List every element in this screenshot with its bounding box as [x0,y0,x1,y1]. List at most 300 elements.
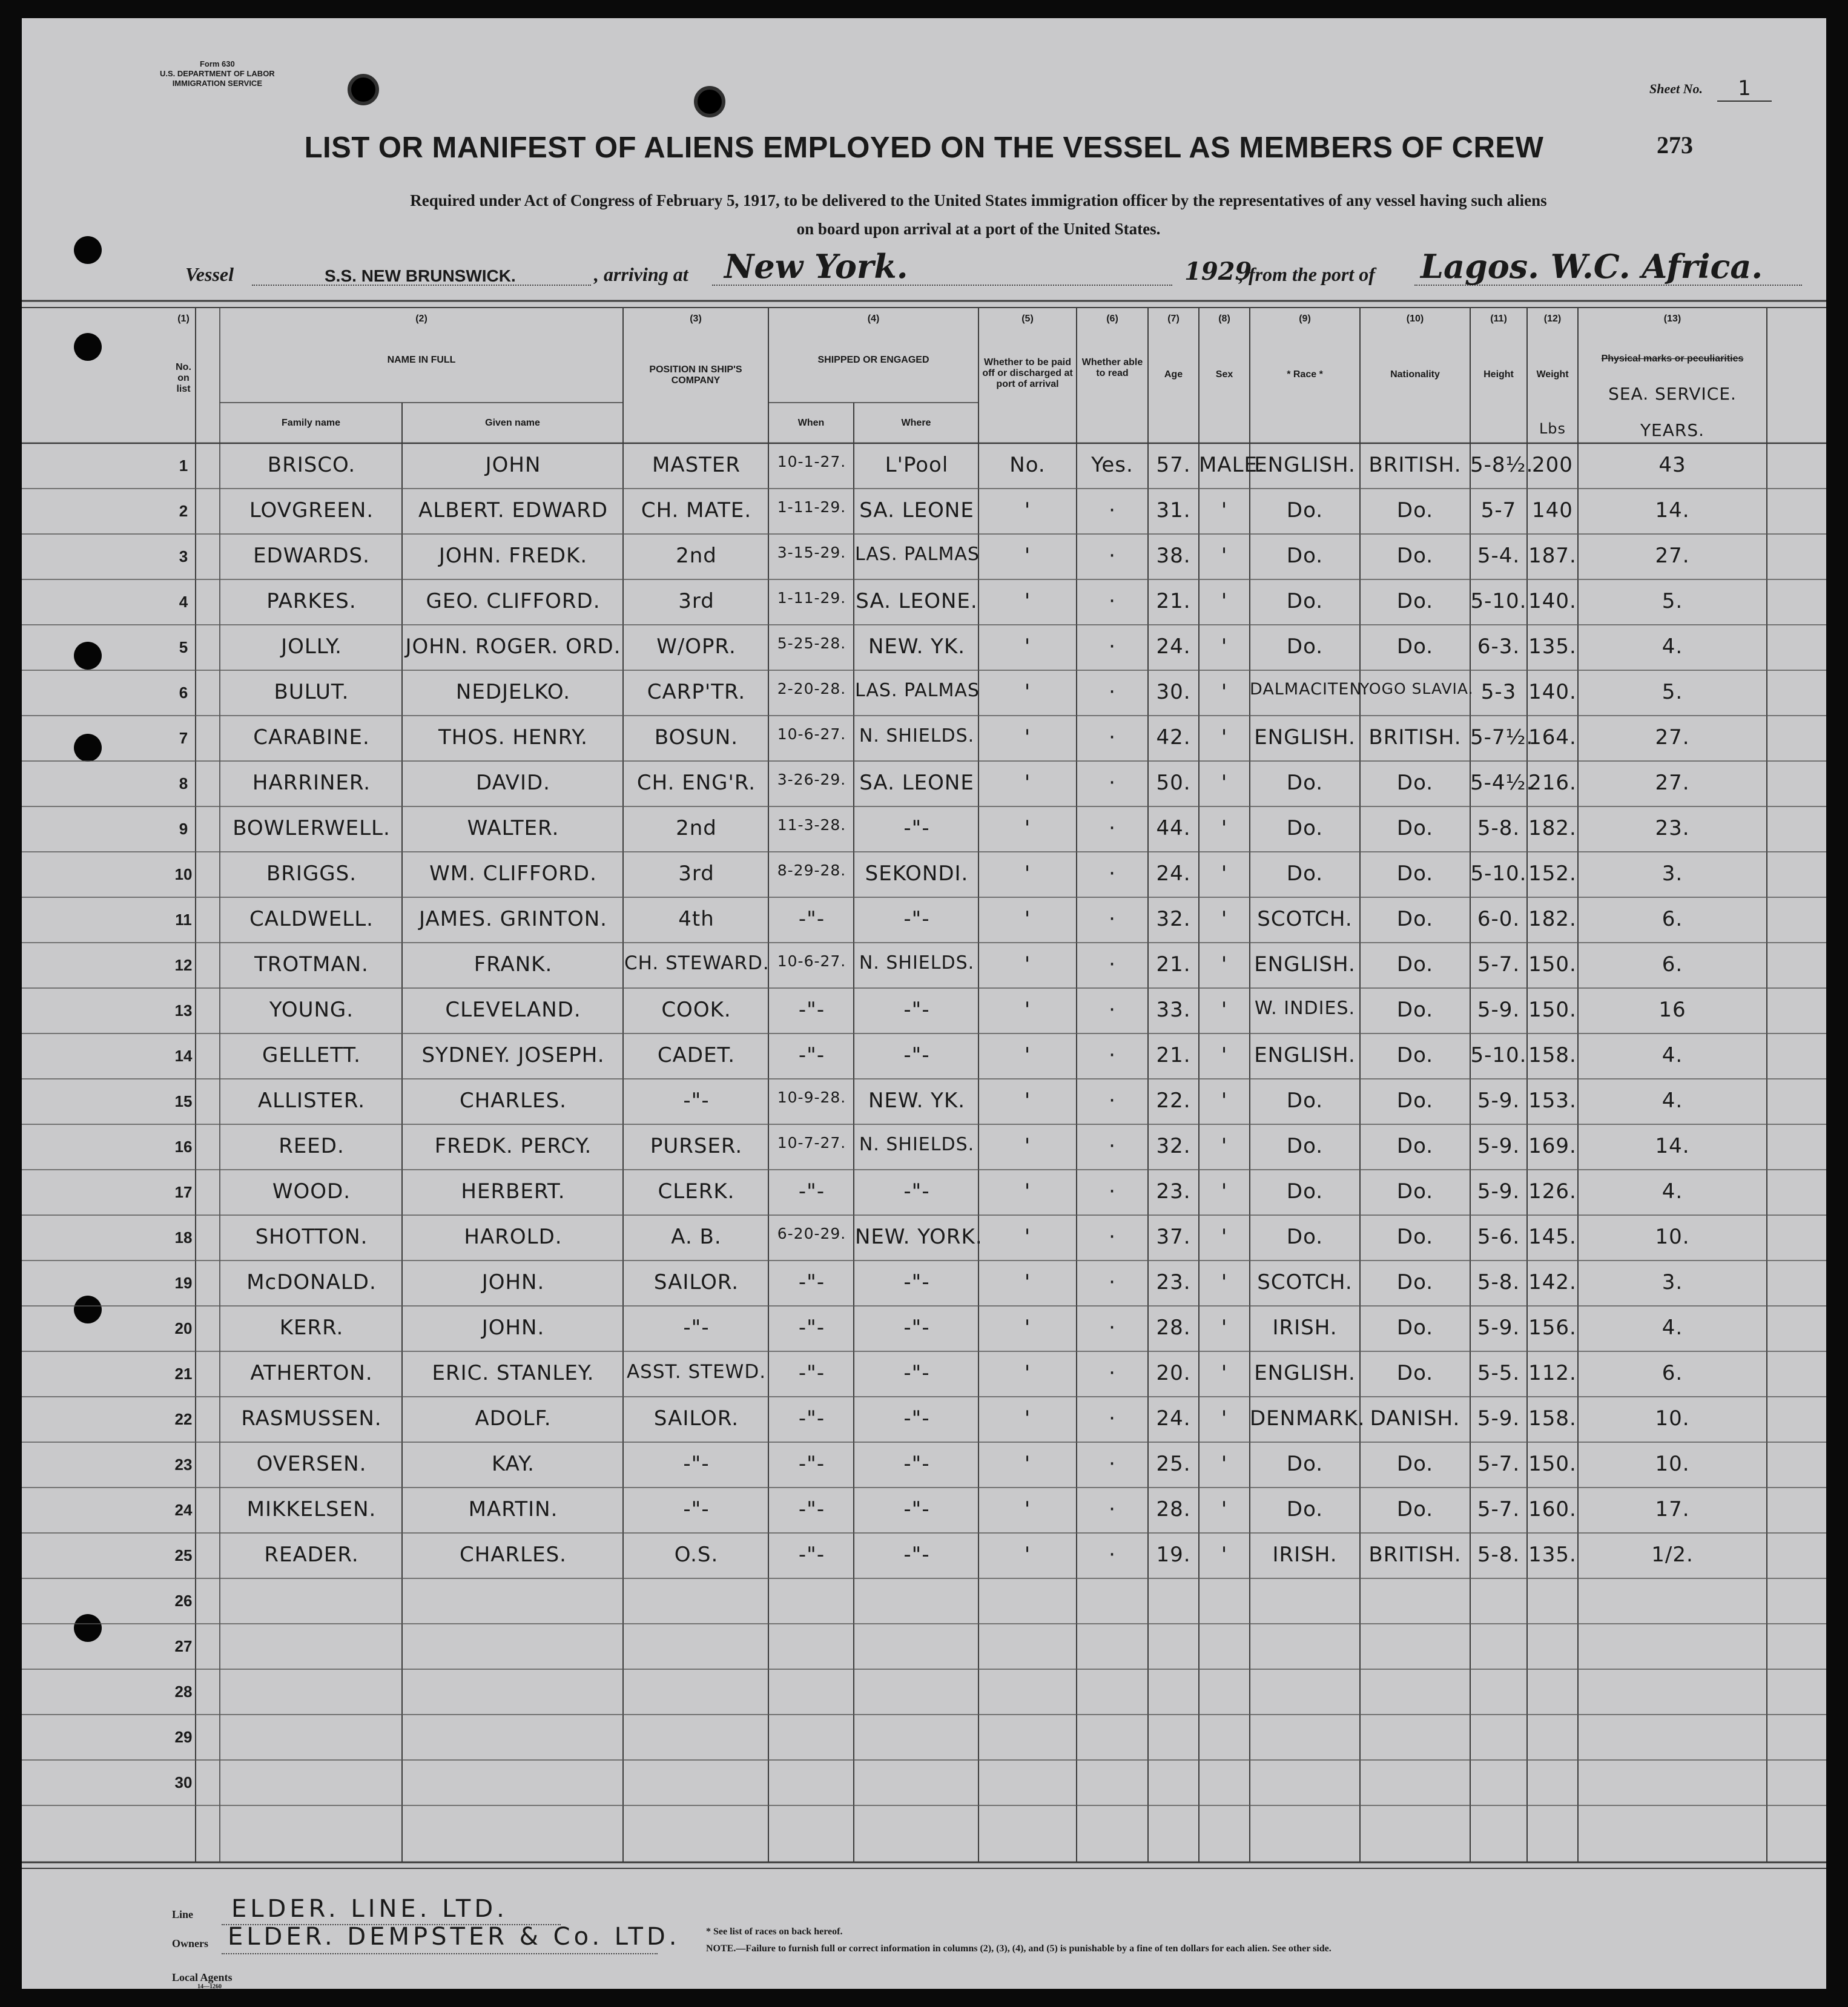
row-number: 6 [179,684,188,702]
from-port-label: , from the port of [1239,263,1375,285]
race: IRISH. [1272,1316,1338,1340]
col-5-number: (5) [1021,314,1034,324]
sea-service-years: 23. [1655,816,1690,840]
col-11-number: (11) [1490,314,1507,324]
race: Do. [1286,1452,1324,1476]
height: 6-3. [1477,634,1520,659]
position: -"- [683,1089,710,1113]
given-name: JOHN [485,453,541,477]
weight: 169. [1528,1134,1577,1158]
weight: 153. [1528,1089,1577,1113]
paid-off: ' [1024,634,1031,659]
sea-service-years: 27. [1655,544,1690,568]
col-8-header: Sex [1215,369,1233,380]
position: -"- [683,1452,710,1476]
weight: 140. [1528,680,1577,704]
sea-service-years: 5. [1662,680,1683,704]
race: Do. [1286,862,1324,886]
given-name: KAY. [491,1452,535,1476]
weight: 150. [1528,1452,1577,1476]
age: 19. [1156,1543,1191,1567]
height: 5-10. [1470,1043,1527,1067]
shipped-where: -"- [903,1497,930,1521]
col-13-handwritten-header: SEA. SERVICE. [1608,384,1737,404]
row-number: 14 [174,1047,193,1065]
able-to-read: · [1109,1089,1116,1113]
col-13-printed-header: Physical marks or peculiarities [1601,354,1744,364]
given-name: ADOLF. [475,1406,552,1431]
row-number: 25 [174,1546,193,1564]
race: Do. [1286,1179,1324,1204]
race: ENGLISH. [1254,1361,1356,1385]
nationality: BRITISH. [1368,1543,1462,1567]
position: SAILOR. [653,1406,739,1431]
col-6-header: Whether able to read [1081,357,1143,378]
age: 21. [1156,589,1191,613]
given-name: SYDNEY. JOSEPH. [421,1043,605,1067]
position: CADET. [657,1043,736,1067]
shipped-where: -"- [903,998,930,1022]
col-9-header: * Race * [1287,369,1323,380]
paid-off: ' [1024,1452,1031,1476]
row-number: 29 [174,1728,193,1746]
race: Do. [1286,1497,1324,1521]
sea-service-years: 27. [1655,725,1690,750]
age: 25. [1156,1452,1191,1476]
col-12-header: Weight [1536,369,1569,380]
sex: ' [1221,1497,1228,1521]
height: 5-7 [1480,498,1517,522]
family-name: KERR. [279,1316,344,1340]
col-3-header: POSITION IN SHIP'S COMPANY [649,364,742,386]
row-number: 1 [179,456,188,475]
family-name: McDONALD. [246,1270,377,1294]
weight: 150. [1528,952,1577,977]
shipped-when: 5-25-28. [777,634,846,652]
paid-off: ' [1024,1179,1031,1204]
race: Do. [1286,544,1324,568]
height: 5-9. [1477,1406,1520,1431]
col-5-header: Whether to be paid off or discharged at port of arrival [982,357,1073,389]
shipped-where: L'Pool [885,453,949,477]
paid-off: ' [1024,862,1031,886]
nationality: Do. [1396,907,1434,931]
row-number: 3 [179,547,188,565]
page-title: LIST OR MANIFEST OF ALIENS EMPLOYED ON THE VESSEL AS MEMBERS OF CREW [304,131,1544,164]
given-name: JOHN. ROGER. ORD. [405,634,621,659]
nationality: Do. [1396,998,1434,1022]
age: 21. [1156,952,1191,977]
sea-service-years: 1/2. [1651,1543,1694,1567]
able-to-read: · [1109,998,1116,1022]
height: 5-9. [1477,1316,1520,1340]
family-name: JOLLY. [281,634,342,659]
weight: 216. [1528,771,1577,795]
given-name: WM. CLIFFORD. [429,862,597,886]
row-number: 20 [174,1319,193,1337]
row-number: 16 [174,1138,193,1156]
position: CH. ENG'R. [636,771,756,795]
shipped-when: 11-3-28. [777,816,846,834]
sea-service-years: 10. [1655,1406,1690,1431]
paid-off: No. [1009,453,1046,477]
race: Do. [1286,1134,1324,1158]
nationality: Do. [1396,1270,1434,1294]
row-number: 18 [174,1228,193,1247]
given-name: ERIC. STANLEY. [432,1361,595,1385]
height: 5-10. [1470,862,1527,886]
col-7-header: Age [1164,369,1183,380]
position: CLERK. [658,1179,735,1204]
height: 5-7. [1477,1452,1520,1476]
weight: 160. [1528,1497,1577,1521]
family-name: TROTMAN. [254,952,369,977]
sex: ' [1221,544,1228,568]
sea-service-years: 27. [1655,771,1690,795]
shipped-when: -"- [798,1179,825,1204]
age: 30. [1156,680,1191,704]
col-2a-header: Family name [282,418,340,428]
arrival-year: 1929 [1184,257,1252,286]
given-name: CHARLES. [459,1089,567,1113]
sea-service-years: 4. [1662,634,1683,659]
race: ENGLISH. [1254,725,1356,750]
shipped-where: -"- [903,816,930,840]
owners-value: ELDER. DEMPSTER & Co. LTD. [228,1923,681,1951]
age: 42. [1156,725,1191,750]
row-number: 7 [179,729,188,747]
position: 2nd [676,544,717,568]
height: 5-9. [1477,1134,1520,1158]
subtitle-line-1: Required under Act of Congress of February 5, 1917, to be delivered to the United States immigration officer by the representatives of any vessel having such aliens [410,191,1547,209]
col-10-header: Nationality [1390,369,1440,380]
sex: ' [1221,1179,1228,1204]
given-name: WALTER. [467,816,559,840]
line-label: Line [172,1908,194,1920]
position: 2nd [676,816,717,840]
owners-label: Owners [172,1937,208,1949]
sea-service-years: 4. [1662,1316,1683,1340]
shipped-where: -"- [903,1043,930,1067]
able-to-read: · [1109,816,1116,840]
paid-off: ' [1024,907,1031,931]
shipped-when: -"- [798,1406,825,1431]
weight: 187. [1528,544,1577,568]
shipped-when: 6-20-29. [777,1225,846,1242]
age: 28. [1156,1316,1191,1340]
shipped-where: -"- [903,1361,930,1385]
family-name: SHOTTON. [255,1225,368,1249]
sea-service-years: 4. [1662,1089,1683,1113]
able-to-read: · [1109,1452,1116,1476]
race: ENGLISH. [1254,952,1356,977]
weight: 182. [1528,907,1577,931]
position: O.S. [674,1543,719,1567]
weight: 140. [1528,589,1577,613]
age: 28. [1156,1497,1191,1521]
position: CH. STEWARD. [624,952,770,974]
race: Do. [1286,1089,1324,1113]
given-name: JOHN. [481,1316,545,1340]
family-name: OVERSEN. [256,1452,367,1476]
race: Do. [1286,634,1324,659]
position: 3rd [678,862,714,886]
race: SCOTCH. [1257,907,1353,931]
sea-service-years: 4. [1662,1043,1683,1067]
age: 24. [1156,862,1191,886]
family-name: WOOD. [272,1179,351,1204]
given-name: NEDJELKO. [455,680,571,704]
family-name: ATHERTON. [250,1361,373,1385]
position: -"- [683,1497,710,1521]
sea-service-years: 17. [1655,1497,1690,1521]
height: 5-10. [1470,589,1527,613]
race: ENGLISH. [1254,453,1356,477]
paid-off: ' [1024,725,1031,750]
nationality: BRITISH. [1368,725,1462,750]
row-number: 17 [174,1183,193,1201]
sex: ' [1221,862,1228,886]
age: 33. [1156,998,1191,1022]
col-8-number: (8) [1218,314,1230,324]
shipped-where: -"- [903,907,930,931]
race: Do. [1286,816,1324,840]
height: 5-8. [1477,1543,1520,1567]
height: 6-0. [1477,907,1520,931]
given-name: FREDK. PERCY. [434,1134,592,1158]
sex: ' [1221,952,1228,977]
row-number: 15 [174,1092,193,1110]
weight: 158. [1528,1043,1577,1067]
col-2-number: (2) [415,314,427,324]
form-number: Form 630 [199,59,235,68]
able-to-read: · [1109,952,1116,977]
able-to-read: · [1109,771,1116,795]
weight: 152. [1528,862,1577,886]
penalty-note: NOTE.—Failure to furnish full or correct information in columns (2), (3), (4), and (5) is punishable by a fine of ten dollars for each alien. See other side. [706,1943,1332,1954]
height: 5-7½. [1470,725,1534,750]
nationality: Do. [1396,952,1434,977]
weight: 145. [1528,1225,1577,1249]
row-number: 23 [174,1455,193,1474]
row-number: 28 [174,1682,193,1701]
col-2-header: NAME IN FULL [387,355,456,365]
sea-service-years: 6. [1662,952,1683,977]
paid-off: ' [1024,1043,1031,1067]
race: Do. [1286,589,1324,613]
shipped-when: -"- [798,1361,825,1385]
subtitle-line-2: on board upon arrival at a port of the United States. [796,220,1161,238]
shipped-when: 2-20-28. [777,680,846,697]
row-number: 27 [174,1637,193,1655]
weight: 126. [1528,1179,1577,1204]
shipped-where: LAS. PALMAS [855,544,980,565]
weight: 135. [1528,1543,1577,1567]
able-to-read: · [1109,1543,1116,1567]
position: 4th [678,907,714,931]
paid-off: ' [1024,952,1031,977]
shipped-where: NEW. YORK. [855,1225,983,1249]
able-to-read: Yes. [1091,453,1134,477]
able-to-read: · [1109,1134,1116,1158]
height: 5-8. [1477,816,1520,840]
shipped-when: -"- [798,1497,825,1521]
weight: 164. [1528,725,1577,750]
col-7-number: (7) [1167,314,1180,324]
paid-off: ' [1024,1361,1031,1385]
sex: MALE. [1199,453,1265,477]
family-name: LOVGREEN. [249,498,374,522]
col-4a-header: When [797,418,825,428]
nationality: Do. [1396,862,1434,886]
weight: 156. [1528,1316,1577,1340]
able-to-read: · [1109,634,1116,659]
sea-service-years: 14. [1655,1134,1690,1158]
paid-off: ' [1024,1543,1031,1567]
weight: 200 [1532,453,1573,477]
family-name: MIKKELSEN. [246,1497,377,1521]
shipped-when: -"- [798,1543,825,1567]
sea-service-years: 43 [1658,453,1686,477]
race: IRISH. [1272,1543,1338,1567]
shipped-when: 10-1-27. [777,453,846,470]
able-to-read: · [1109,1361,1116,1385]
age: 32. [1156,1134,1191,1158]
position: A. B. [671,1225,722,1249]
sheet-number-value: 1 [1717,76,1772,102]
row-number: 24 [174,1501,193,1519]
paid-off: ' [1024,1225,1031,1249]
nationality: Do. [1396,816,1434,840]
height: 5-9. [1477,1089,1520,1113]
nationality: Do. [1396,1316,1434,1340]
able-to-read: · [1109,862,1116,886]
given-name: CHARLES. [459,1543,567,1567]
row-number: 8 [179,774,188,793]
able-to-read: · [1109,1406,1116,1431]
row-number: 30 [174,1773,193,1791]
height: 5-6. [1477,1225,1520,1249]
age: 44. [1156,816,1191,840]
race: ENGLISH. [1254,1043,1356,1067]
position: CH. MATE. [641,498,752,522]
shipped-where: LAS. PALMAS [855,680,980,701]
able-to-read: · [1109,1225,1116,1249]
races-footnote: * See list of races on back hereof. [706,1926,843,1937]
sea-service-years: 10. [1655,1225,1690,1249]
col-3-number: (3) [690,314,702,324]
paid-off: ' [1024,1316,1031,1340]
nationality: Do. [1396,771,1434,795]
paid-off: ' [1024,816,1031,840]
paid-off: ' [1024,589,1031,613]
local-agents-label: Local Agents [172,1971,233,1983]
able-to-read: · [1109,1316,1116,1340]
shipped-where: -"- [903,1270,930,1294]
given-name: JAMES. GRINTON. [419,907,607,931]
height: 5-8. [1477,1270,1520,1294]
shipped-where: N. SHIELDS. [859,952,975,974]
given-name: GEO. CLIFFORD. [426,589,601,613]
shipped-where: NEW. YK. [868,1089,966,1113]
paid-off: ' [1024,1270,1031,1294]
weight: 112. [1528,1361,1577,1385]
sea-service-years: 10. [1655,1452,1690,1476]
age: 20. [1156,1361,1191,1385]
sea-service-years: 14. [1655,498,1690,522]
paid-off: ' [1024,771,1031,795]
sex: ' [1221,1270,1228,1294]
nationality: Do. [1396,498,1434,522]
paid-off: ' [1024,1497,1031,1521]
col-11-header: Height [1483,369,1514,380]
shipped-when: 3-15-29. [777,544,846,561]
race: Do. [1286,498,1324,522]
sex: ' [1221,1543,1228,1567]
family-name: HARRINER. [252,771,371,795]
position: SAILOR. [653,1270,739,1294]
shipped-where: SA. LEONE. [856,589,978,613]
able-to-read: · [1109,1270,1116,1294]
age: 37. [1156,1225,1191,1249]
manifest-sheet [22,18,1826,1989]
race: DENMARK. [1250,1406,1365,1431]
service-name: IMMIGRATION SERVICE [172,79,262,88]
nationality: Do. [1396,1452,1434,1476]
age: 23. [1156,1179,1191,1204]
age: 22. [1156,1089,1191,1113]
row-number: 11 [175,911,192,929]
row-number: 2 [179,502,188,520]
family-name: ALLISTER. [257,1089,366,1113]
family-name: READER. [264,1543,359,1567]
shipped-where: SA. LEONE [859,771,974,795]
position: PURSER. [650,1134,743,1158]
family-name: CALDWELL. [249,907,374,931]
paid-off: ' [1024,1406,1031,1431]
sea-service-years: 4. [1662,1179,1683,1204]
col-13-number: (13) [1663,314,1681,324]
given-name: ALBERT. EDWARD [418,498,608,522]
shipped-where: SEKONDI. [865,862,969,886]
given-name: HERBERT. [461,1179,566,1204]
paid-off: ' [1024,1134,1031,1158]
weight: 142. [1528,1270,1577,1294]
nationality: Do. [1396,1179,1434,1204]
able-to-read: · [1109,1497,1116,1521]
arrival-port: New York. [724,247,908,286]
given-name: FRANK. [474,952,553,977]
vessel-label: Vessel [185,263,234,285]
shipped-where: -"- [903,1543,930,1567]
shipped-when: -"- [798,1043,825,1067]
sex: ' [1221,1134,1228,1158]
family-name: BULUT. [274,680,349,704]
race: DALMACITEN. [1250,680,1368,699]
height: 5-4½. [1470,771,1534,795]
sea-service-years: 3. [1662,862,1683,886]
row-number: 13 [174,1001,193,1020]
sea-service-years: 16 [1658,998,1686,1022]
nationality: Do. [1396,1134,1434,1158]
col-6-number: (6) [1106,314,1118,324]
sex: ' [1221,1361,1228,1385]
family-name: YOUNG. [269,998,354,1022]
row-number: 12 [174,956,193,974]
race: SCOTCH. [1257,1270,1353,1294]
age: 24. [1156,634,1191,659]
position: 3rd [678,589,714,613]
